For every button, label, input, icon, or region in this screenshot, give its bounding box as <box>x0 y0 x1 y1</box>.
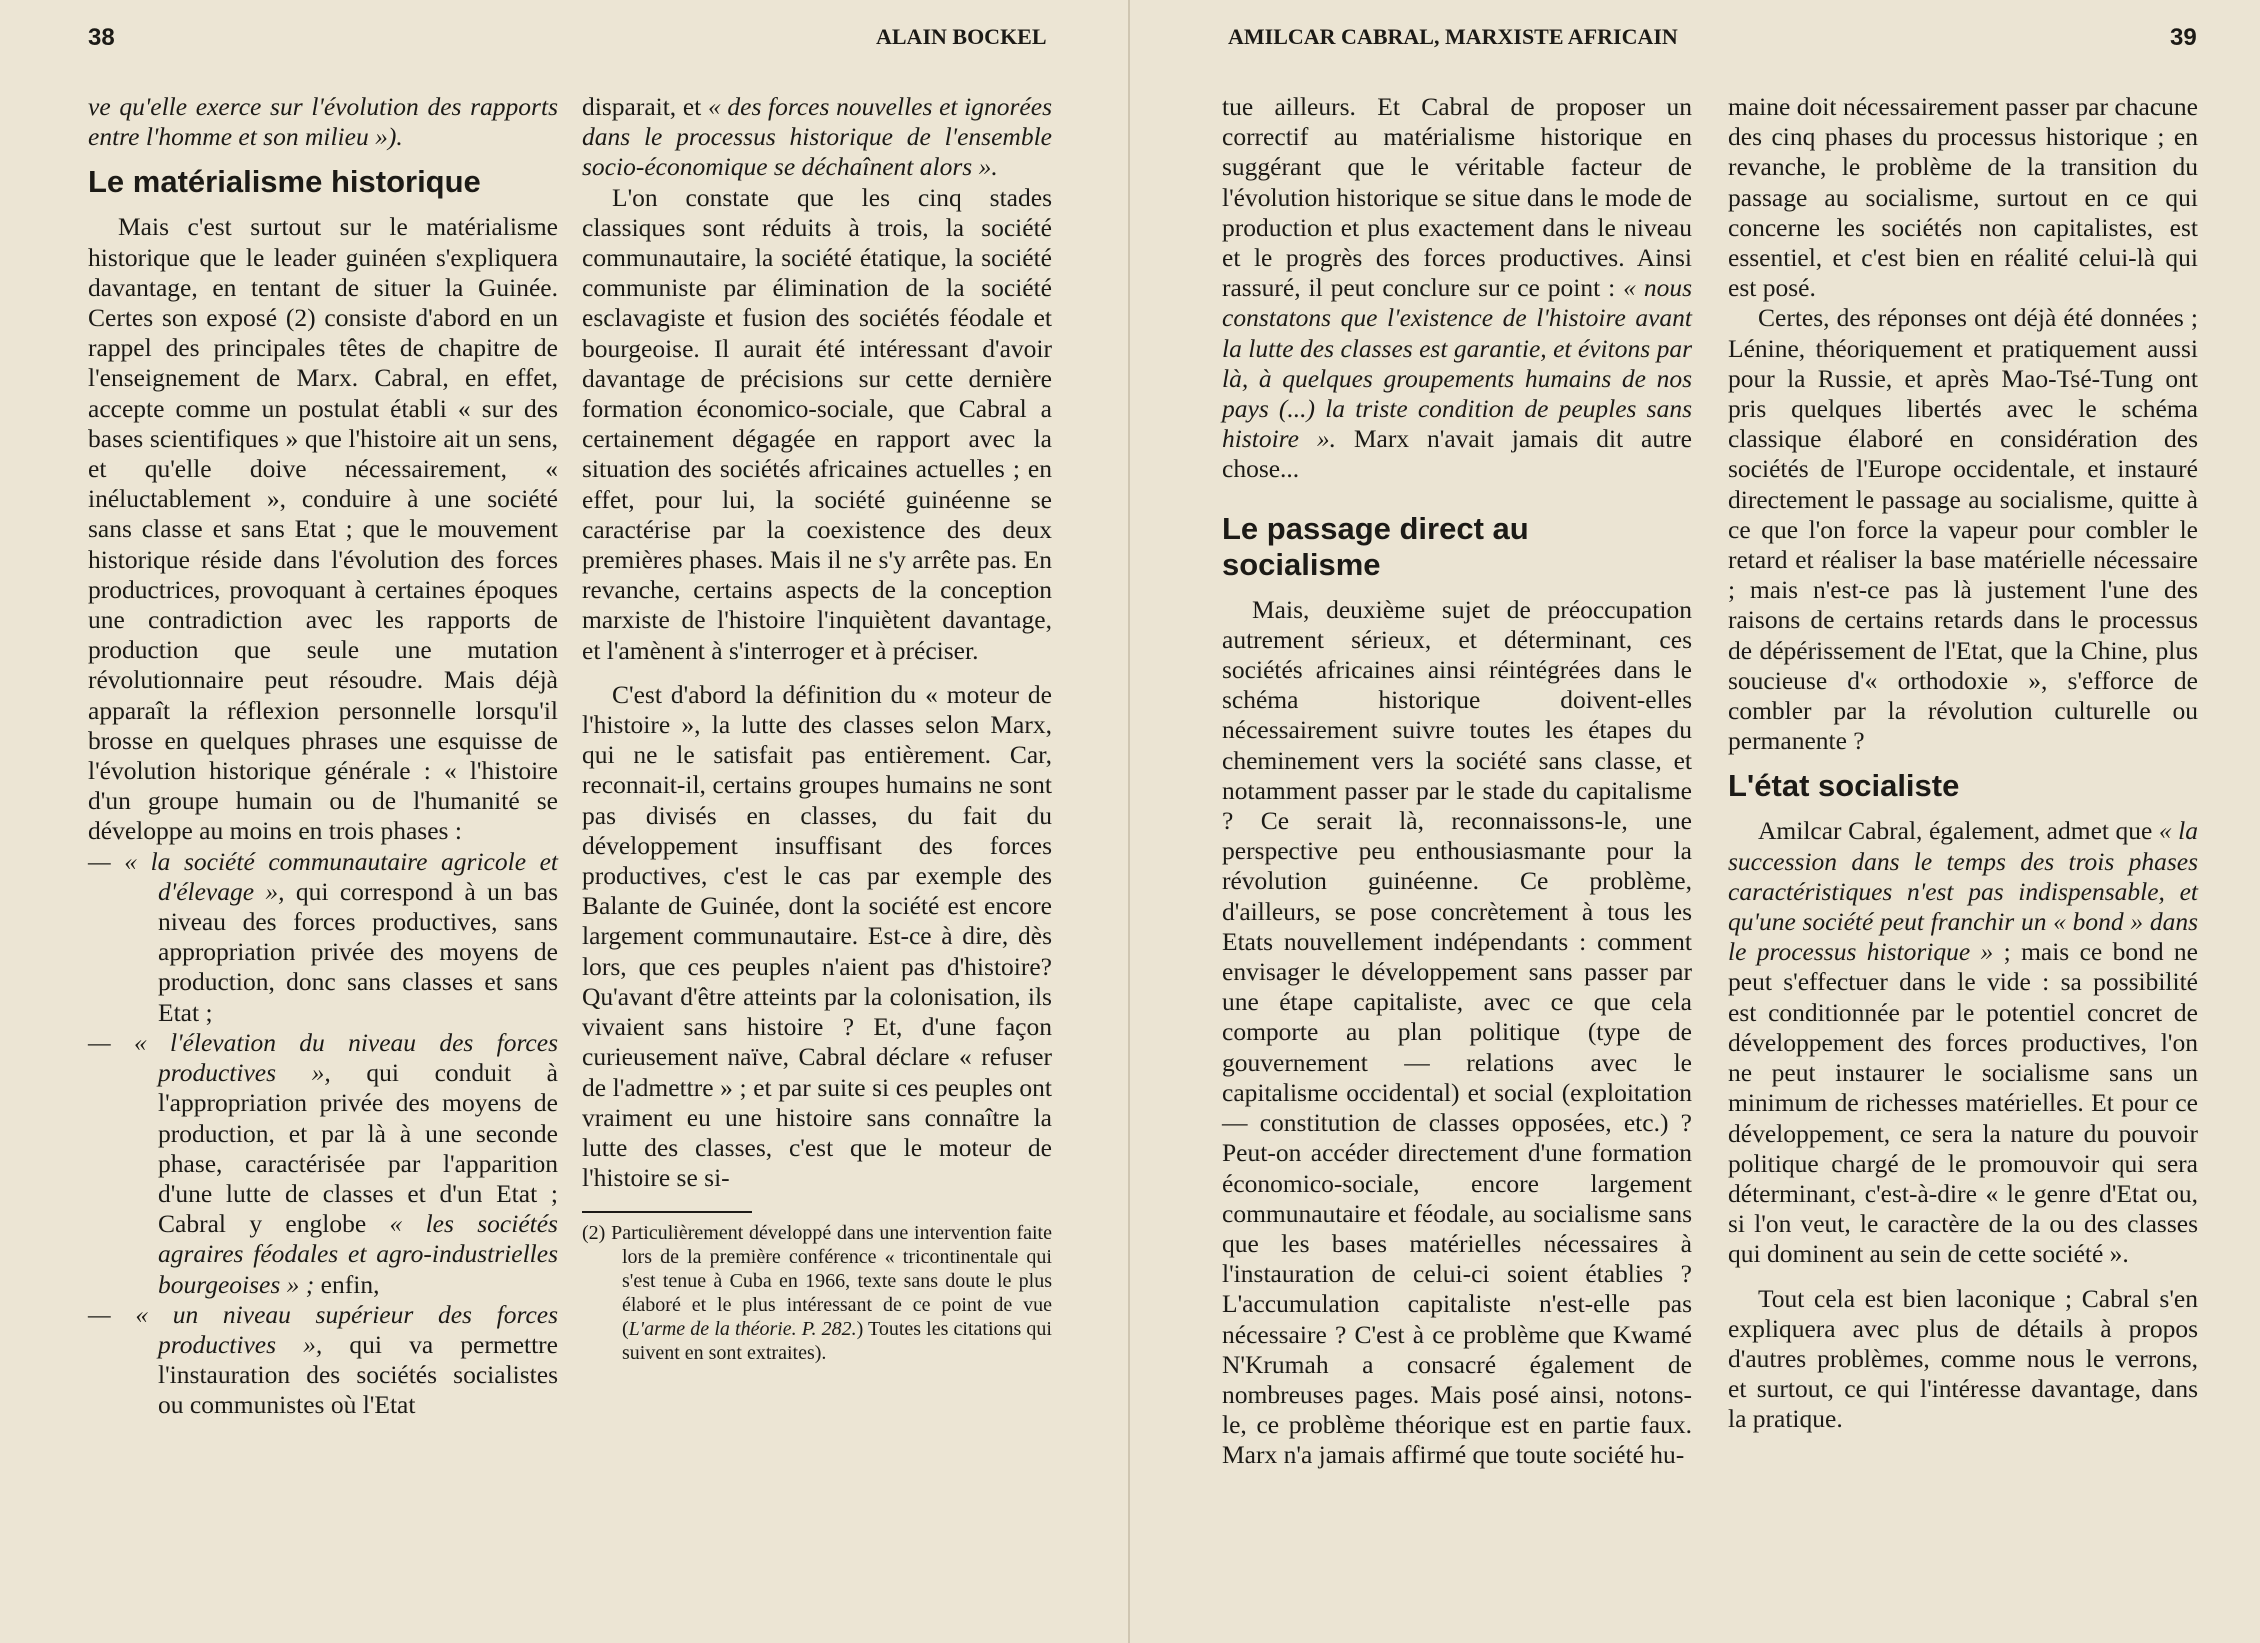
paragraph: Amilcar Cabral, également, admet que « la succession dans le temps des trois phases caractéristiques n'est pas indispensable, et qu'une société peut franchir un « bond » dans le processus historique » ; mais ce bond ne peut s'effectuer dans le vide : sa possibilité est conditionnée par le potentiel concret de développement des forces productives, l'on ne peut instaurer le socialisme sans un minimum de richesses matérielles. Et pour ce développement, ce sera la nature du pouvoir politique chargé de le promouvoir qui sera déterminant, c'est-à-dire « le genre d'Etat ou, si l'on veut, le caractère de la ou des classes qui dominent au sein de cette société ». <box>1728 816 2198 1269</box>
section-heading: L'état socialiste <box>1728 768 1960 804</box>
section-heading: Le passage direct au socialisme <box>1222 510 1529 582</box>
list-item: — « un niveau supérieur des forces productives », qui va permettre l'instauration des sociétés socialistes ou communistes où l'Etat <box>88 1299 558 1420</box>
section-heading: Le matérialisme historique <box>88 164 481 200</box>
intro-text: ve qu'elle exerce sur l'évolution des rapports entre l'homme et son milieu »). <box>88 92 558 152</box>
paragraph: L'on constate que les cinq stades classiques sont réduits à trois, la société communautaire, la société étatique, la société communiste par élimination de la société esclavagiste et fusion des sociétés féodale et bourgeoise. Il aurait été intéressant d'avoir davantage de précisions sur cette dernière formation économico-sociale, que Cabral a certainement dégagée en rapport avec la situation des sociétés africaines actuelles ; en effet, pour lui, la société guinéenne se caractérise par la coexistence des deux premières phases. Mais il ne s'y arrête pas. En revanche, certains aspects de la conception marxiste de l'histoire l'inquiètent davantage, et l'amènent à s'interroger et à préciser. <box>582 182 1052 665</box>
running-head: AMILCAR CABRAL, MARXISTE AFRICAIN <box>1228 24 1678 49</box>
running-head: ALAIN BOCKEL <box>876 24 1047 49</box>
right-column-2 <box>1728 92 2198 1435</box>
list-item: — « la société communautaire agricole et d'élevage », qui correspond à un bas niveau des forces productives, sans appropriation privée des moyens de production, donc sans classes et sans Etat ; <box>88 846 558 1027</box>
list-item: — « l'élevation du niveau des forces productives », qui conduit à l'appropriation privée des moyens de production, et par là à une seconde phase, caractérisée par l'apparition d'une lutte de classes et d'un Etat ; Cabral y englobe « les sociétés agraires féodales et agro-industrielles bourgeoises » ; enfin, <box>88 1027 558 1299</box>
left-column-1 <box>88 92 558 1421</box>
continued-text: disparait, et « des forces nouvelles et ignorées dans le processus historique de l'ensemble socio-économique se déchaînent alors ». <box>582 92 1052 182</box>
continued-text: tue ailleurs. Et Cabral de proposer un correctif au matérialisme historique en suggérant que le véritable facteur de l'évolution historique se situe dans le mode de production et plus exactement dans le niveau et le progrès des forces productives. Ainsi rassuré, il peut conclure sur ce point : « nous constatons que l'existence de l'histoire avant la lutte des classes est garantie, et évitons par là, à quelques groupements humains de nos pays (...) la triste condition de peuples sans histoire ». Marx n'avait jamais dit autre chose... <box>1222 92 1692 484</box>
page-number: 38 <box>88 24 115 51</box>
paragraph: Certes, des réponses ont déjà été données ; Lénine, théoriquement et pratiquement aussi pour la Russie, et après Mao-Tsé-Tung ont pris quelques libertés avec le schéma classique élaboré en considération des sociétés de l'Europe occidentale, et instauré directement le passage au socialisme, quitte à ce que l'on force la vapeur pour combler le retard et réaliser la base matérielle nécessaire ; mais n'est-ce pas là justement l'une des raisons de certains retards dans le processus de dépérissement de l'Etat, que la Chine, plus soucieuse d'« orthodoxie », s'efforce de combler par la révolution culturelle ou permanente ? <box>1728 303 2198 756</box>
footnote: (2) Particulièrement développé dans une intervention faite lors de la première conférence « tricontinentale qui s'est tenue à Cuba en 1966, texte sans doute le plus élaboré et le plus intéressant de ce point de vue (L'arme de la théorie. P. 282.) Toutes les citations qui suivent en sont extraites). <box>582 1222 1052 1365</box>
paragraph: C'est d'abord la définition du « moteur de l'histoire », la lutte des classes selon Marx, qui ne le satisfait pas entièrement. Car, reconnait-il, certains groupes humains ne sont pas divisés en classes, du fait du développement insuffisant des forces productives, c'est le cas par exemple des Balante de Guinée, dont la société est encore largement communautaire. Est-ce à dire, dès lors, que ces peuples n'aient pas d'histoire? Qu'avant d'être atteints par la colonisation, ils vivaient sans histoire ? Et, d'une façon curieusement naïve, Cabral déclare « refuser de l'admettre » ; et par suite si ces peuples ont vraiment eu une histoire sans connaître la lutte des classes, c'est que le moteur de l'histoire se si- <box>582 679 1052 1193</box>
paragraph: Mais c'est surtout sur le matérialisme historique que le leader guinéen s'expliquera davantage, en tentant de situer la Guinée. Certes son exposé (2) consiste d'abord en un rappel des principales têtes de chapitre de l'enseignement de Marx. Cabral, en effet, accepte comme un postulat établi « sur des bases scientifiques » que l'histoire ait un sens, et qu'elle doive nécessairement, « inéluctablement », conduire à une société sans classe et sans Etat ; que le mouvement historique réside dans l'évolution des forces productrices, provoquant à certaines époques une contradiction avec les rapports de production que seule une mutation révolutionnaire peut résoudre. Mais déjà apparaît la réflexion personnelle lorsqu'il brosse en quelques phrases une esquisse de l'évolution historique générale : « l'histoire d'un groupe humain ou de l'humanité se développe au moins en trois phases : <box>88 212 558 846</box>
left-column-2 <box>582 92 1052 1365</box>
continued-text: maine doit nécessairement passer par chacune des cinq phases du processus historique ; en revanche, le problème de la transition du passage au socialisme, surtout en ce qui concerne les sociétés non capitalistes, est essentiel, et c'est bien en réalité celui-là qui est posé. <box>1728 92 2198 303</box>
footnote-rule <box>582 1211 752 1213</box>
paragraph: Tout cela est bien laconique ; Cabral s'en expliquera avec plus de détails à propos d'autres problèmes, comme nous le verrons, et surtout, ce qui l'intéresse davantage, dans la pratique. <box>1728 1283 2198 1434</box>
right-page <box>1130 0 2260 1643</box>
paragraph: Mais, deuxième sujet de préoccupation autrement sérieux, et déterminant, ces sociétés africaines ainsi réintégrées dans le schéma historique doivent-elles nécessairement suivre toutes les étapes du cheminement vers la société sans classe, et notamment passer par le stade du capitalisme ? Ce serait là, reconnaissons-le, une perspective peu enthousiasmante pour la révolution guinéenne. Ce problème, d'ailleurs, se pose concrètement à tous les Etats nouvellement indépendants : comment envisager le développement sans passer par une étape capitaliste, avec ce que cela comporte au plan politique (type de gouvernement — relations avec le capitalisme occidental) et social (exploitation — constitution de classes opposées, etc.) ? Peut-on accéder directement d'une formation économico-sociale, encore largement communautaire et féodale, au socialisme sans que les bases matérielles nécessaires à l'instauration de celui-ci soient établies ? L'accumulation capitaliste n'est-elle pas nécessaire ? C'est à ce problème que Kwamé N'Krumah a consacré également de nombreuses pages. Mais posé ainsi, notons-le, ce problème théorique est en partie faux. Marx n'a jamais affirmé que toute société hu- <box>1222 594 1692 1470</box>
right-column-1 <box>1222 92 1692 1471</box>
page-number: 39 <box>2170 24 2197 51</box>
